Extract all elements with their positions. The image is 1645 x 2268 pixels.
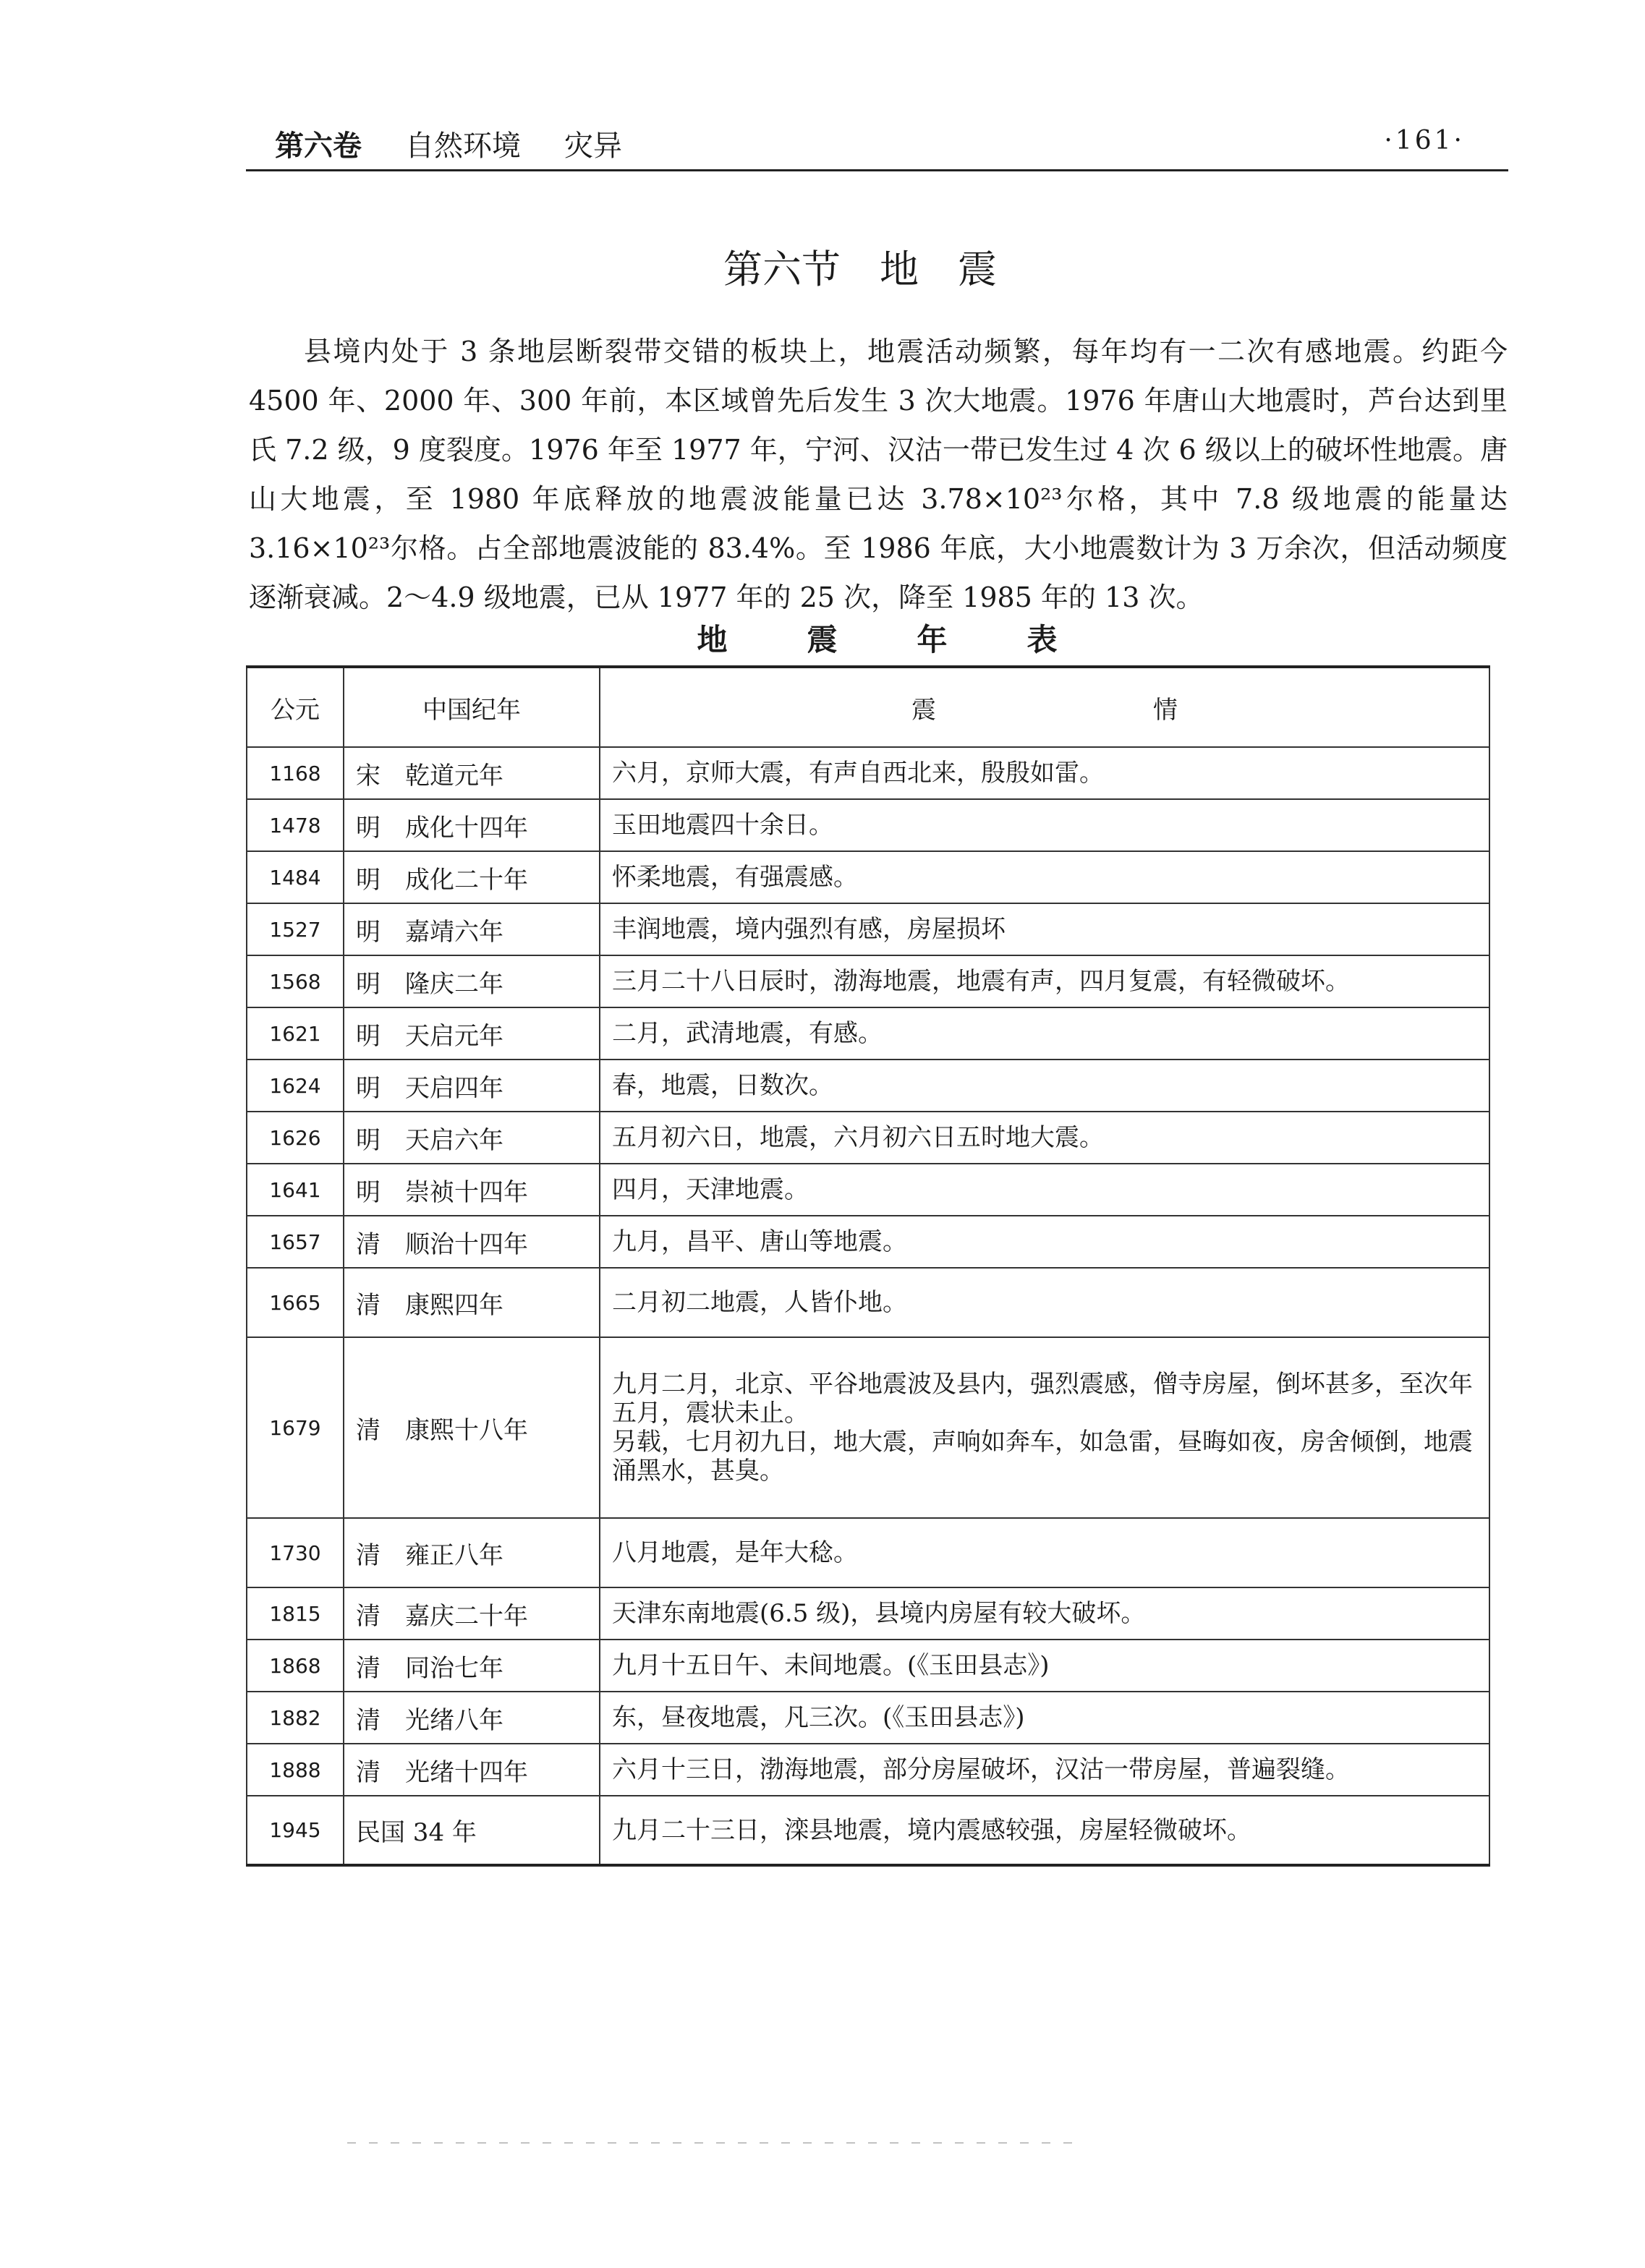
cell-era: 清 康熙十八年 [344, 1337, 600, 1518]
cell-era: 清 顺治十四年 [344, 1216, 600, 1268]
cell-year: 1882 [247, 1692, 344, 1744]
section-title: 第六节 地 震 [723, 247, 997, 292]
cell-year: 1568 [247, 955, 344, 1007]
cell-era: 明 天启六年 [344, 1112, 600, 1164]
cell-year: 1641 [247, 1164, 344, 1216]
table-row [247, 1007, 1489, 1060]
cell-desc: 六月十三日，渤海地震，部分房屋破坏，汉沽一带房屋，普遍裂缝。 [600, 1744, 1489, 1796]
table-row [247, 799, 1489, 851]
cell-era: 清 雍正八年 [344, 1518, 600, 1587]
cell-desc: 东，昼夜地震，凡三次。(《玉田县志》) [600, 1692, 1489, 1744]
cell-era: 民国 34 年 [344, 1796, 600, 1865]
table-title: 地震年表 [697, 622, 1137, 657]
table-row [247, 1796, 1489, 1865]
cell-era: 明 成化十四年 [344, 799, 600, 851]
table-row [247, 1112, 1489, 1164]
cell-era: 明 天启元年 [344, 1007, 600, 1060]
cell-year: 1624 [247, 1060, 344, 1112]
cell-desc: 五月初六日，地震，六月初六日五时地大震。 [600, 1112, 1489, 1164]
cell-era: 明 成化二十年 [344, 851, 600, 903]
cell-year: 1868 [247, 1640, 344, 1692]
page-number: ·161· [1384, 126, 1465, 155]
cell-year: 1168 [247, 747, 344, 799]
cell-era: 清 光绪十四年 [344, 1744, 600, 1796]
cell-era: 清 同治七年 [344, 1640, 600, 1692]
table-row [247, 1216, 1489, 1268]
table-row [247, 747, 1489, 799]
cell-era: 明 嘉靖六年 [344, 903, 600, 955]
cell-year: 1657 [247, 1216, 344, 1268]
cell-year: 1484 [247, 851, 344, 903]
cell-year: 1626 [247, 1112, 344, 1164]
cell-year: 1527 [247, 903, 344, 955]
table-row [247, 1164, 1489, 1216]
table-row [247, 1268, 1489, 1337]
running-head [246, 116, 1508, 166]
cell-era: 清 嘉庆二十年 [344, 1587, 600, 1640]
cell-desc: 三月二十八日辰时，渤海地震，地震有声，四月复震，有轻微破坏。 [600, 955, 1489, 1007]
table-row [247, 1640, 1489, 1692]
scan-artifact [347, 2142, 1085, 2144]
cell-era: 清 光绪八年 [344, 1692, 600, 1744]
desc-line: 九月二月，北京、平谷地震波及县内，强烈震感，僧寺房屋，倒坏甚多，至次年五月，震状未止。 [612, 1370, 1473, 1428]
cell-desc: 八月地震，是年大稔。 [600, 1518, 1489, 1587]
earthquake-table [246, 665, 1490, 1867]
section-name: 自然环境 [405, 129, 521, 163]
desc-line-note: 另载，七月初九日，地大震，声响如奔车，如急雷，昼晦如夜，房舍倾倒，地震涌黑水，甚臭。 [612, 1428, 1473, 1485]
cell-year: 1478 [247, 799, 344, 851]
cell-era: 宋 乾道元年 [344, 747, 600, 799]
cell-era: 明 隆庆二年 [344, 955, 600, 1007]
cell-year: 1621 [247, 1007, 344, 1060]
table-row [247, 1060, 1489, 1112]
cell-desc: 玉田地震四十余日。 [600, 799, 1489, 851]
intro-paragraph: 县境内处于 3 条地层断裂带交错的板块上，地震活动频繁，每年均有一二次有感地震。约距今 4500 年、2000 年、300 年前，本区域曾先后发生 3 次大地震。1976 年唐山大地震时，芦台达到里氏 7.2 级，9 度裂度。1976 年至 1977 年，宁河、汉沽一带已发生过 4 次 6 级以上的破坏性地震。唐山大地震，至 1980 年底释放的地震波能量已达 3.78×10²³尔格，其中 7.8 级地震的能量达 3.16×10²³尔格。占全部地震波能的 83.4%。至 1986 年底，大小地震数计为 3 万余次，但活动频度逐渐衰减。2～4.9 级地震，已从 1977 年的 25 次，降至 1985 年的 13 次。 [249, 336, 1508, 613]
table-row [247, 1744, 1489, 1796]
table-row [247, 851, 1489, 903]
cell-year: 1679 [247, 1337, 344, 1518]
table-row [247, 1692, 1489, 1744]
cell-desc: 天津东南地震(6.5 级)，县境内房屋有较大破坏。 [600, 1587, 1489, 1640]
cell-desc: 二月，武清地震，有感。 [600, 1007, 1489, 1060]
cell-era: 清 康熙四年 [344, 1268, 600, 1337]
table-row [247, 1587, 1489, 1640]
table-row [247, 903, 1489, 955]
cell-desc [600, 1337, 1489, 1518]
header-rule [246, 169, 1508, 171]
col-header-desc: 震情 [600, 667, 1489, 747]
cell-desc: 六月，京师大震，有声自西北来，殷殷如雷。 [600, 747, 1489, 799]
cell-desc: 九月十五日午、未间地震。(《玉田县志》) [600, 1640, 1489, 1692]
col-header-era: 中国纪年 [344, 667, 600, 747]
cell-desc: 九月二十三日，滦县地震，境内震感较强，房屋轻微破坏。 [600, 1796, 1489, 1865]
cell-year: 1888 [247, 1744, 344, 1796]
cell-year: 1730 [247, 1518, 344, 1587]
volume-label: 第六卷 [275, 129, 362, 163]
cell-desc: 四月，天津地震。 [600, 1164, 1489, 1216]
cell-year: 1665 [247, 1268, 344, 1337]
col-header-year: 公元 [247, 667, 344, 747]
cell-year: 1945 [247, 1796, 344, 1865]
cell-era: 明 崇祯十四年 [344, 1164, 600, 1216]
cell-desc: 春，地震，日数次。 [600, 1060, 1489, 1112]
table-row [247, 1337, 1489, 1518]
cell-desc: 怀柔地震，有强震感。 [600, 851, 1489, 903]
cell-era: 明 天启四年 [344, 1060, 600, 1112]
table-row [247, 955, 1489, 1007]
cell-year: 1815 [247, 1587, 344, 1640]
cell-desc: 九月，昌平、唐山等地震。 [600, 1216, 1489, 1268]
cell-desc: 丰润地震，境内强烈有感，房屋损坏 [600, 903, 1489, 955]
cell-desc: 二月初二地震，人皆仆地。 [600, 1268, 1489, 1337]
table-header-row [247, 667, 1489, 747]
table-row [247, 1518, 1489, 1587]
subsection-name: 灾异 [564, 129, 622, 163]
